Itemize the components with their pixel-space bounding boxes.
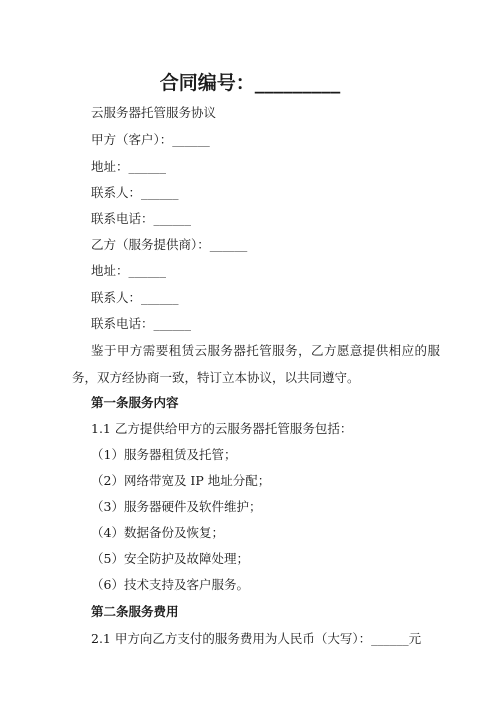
- preamble-paragraph: 鉴于甲方需要租赁云服务器托管服务，乙方愿意提供相应的服务，双方经协商一致，特订立本协议，以共同遵守。: [72, 343, 440, 385]
- party-b-phone: 联系电话：______: [91, 316, 192, 331]
- party-a-phone: 联系电话：______: [91, 211, 192, 226]
- party-a-address: 地址：______: [91, 159, 167, 174]
- party-b-contact: 联系人：______: [91, 290, 179, 305]
- section-1-intro: 1.1 乙方提供给甲方的云服务器托管服务包括：: [91, 421, 353, 436]
- service-item: （6）技术支持及客户服务。: [91, 577, 249, 592]
- service-item: （4）数据备份及恢复；: [91, 525, 224, 540]
- section-2-heading: 第二条服务费用: [91, 604, 179, 619]
- service-item: （3）服务器硬件及软件维护；: [91, 499, 262, 514]
- service-item: （2）网络带宽及 IP 地址分配；: [91, 473, 271, 488]
- contract-number-title: 合同编号：_________: [159, 72, 341, 94]
- section-2-fee-clause: 2.1 甲方向乙方支付的服务费用为人民币（大写）：______元: [91, 631, 422, 646]
- party-a-label: 甲方（客户）：______: [91, 132, 210, 147]
- party-b-address: 地址：______: [91, 263, 167, 278]
- party-a-contact: 联系人：______: [91, 185, 179, 200]
- service-item: （5）安全防护及故障处理；: [91, 551, 249, 566]
- service-item: （1）服务器租赁及托管；: [91, 447, 237, 462]
- agreement-name: 云服务器托管服务协议: [91, 105, 217, 120]
- section-1-heading: 第一条服务内容: [91, 395, 179, 410]
- party-b-label: 乙方（服务提供商）：______: [91, 237, 248, 252]
